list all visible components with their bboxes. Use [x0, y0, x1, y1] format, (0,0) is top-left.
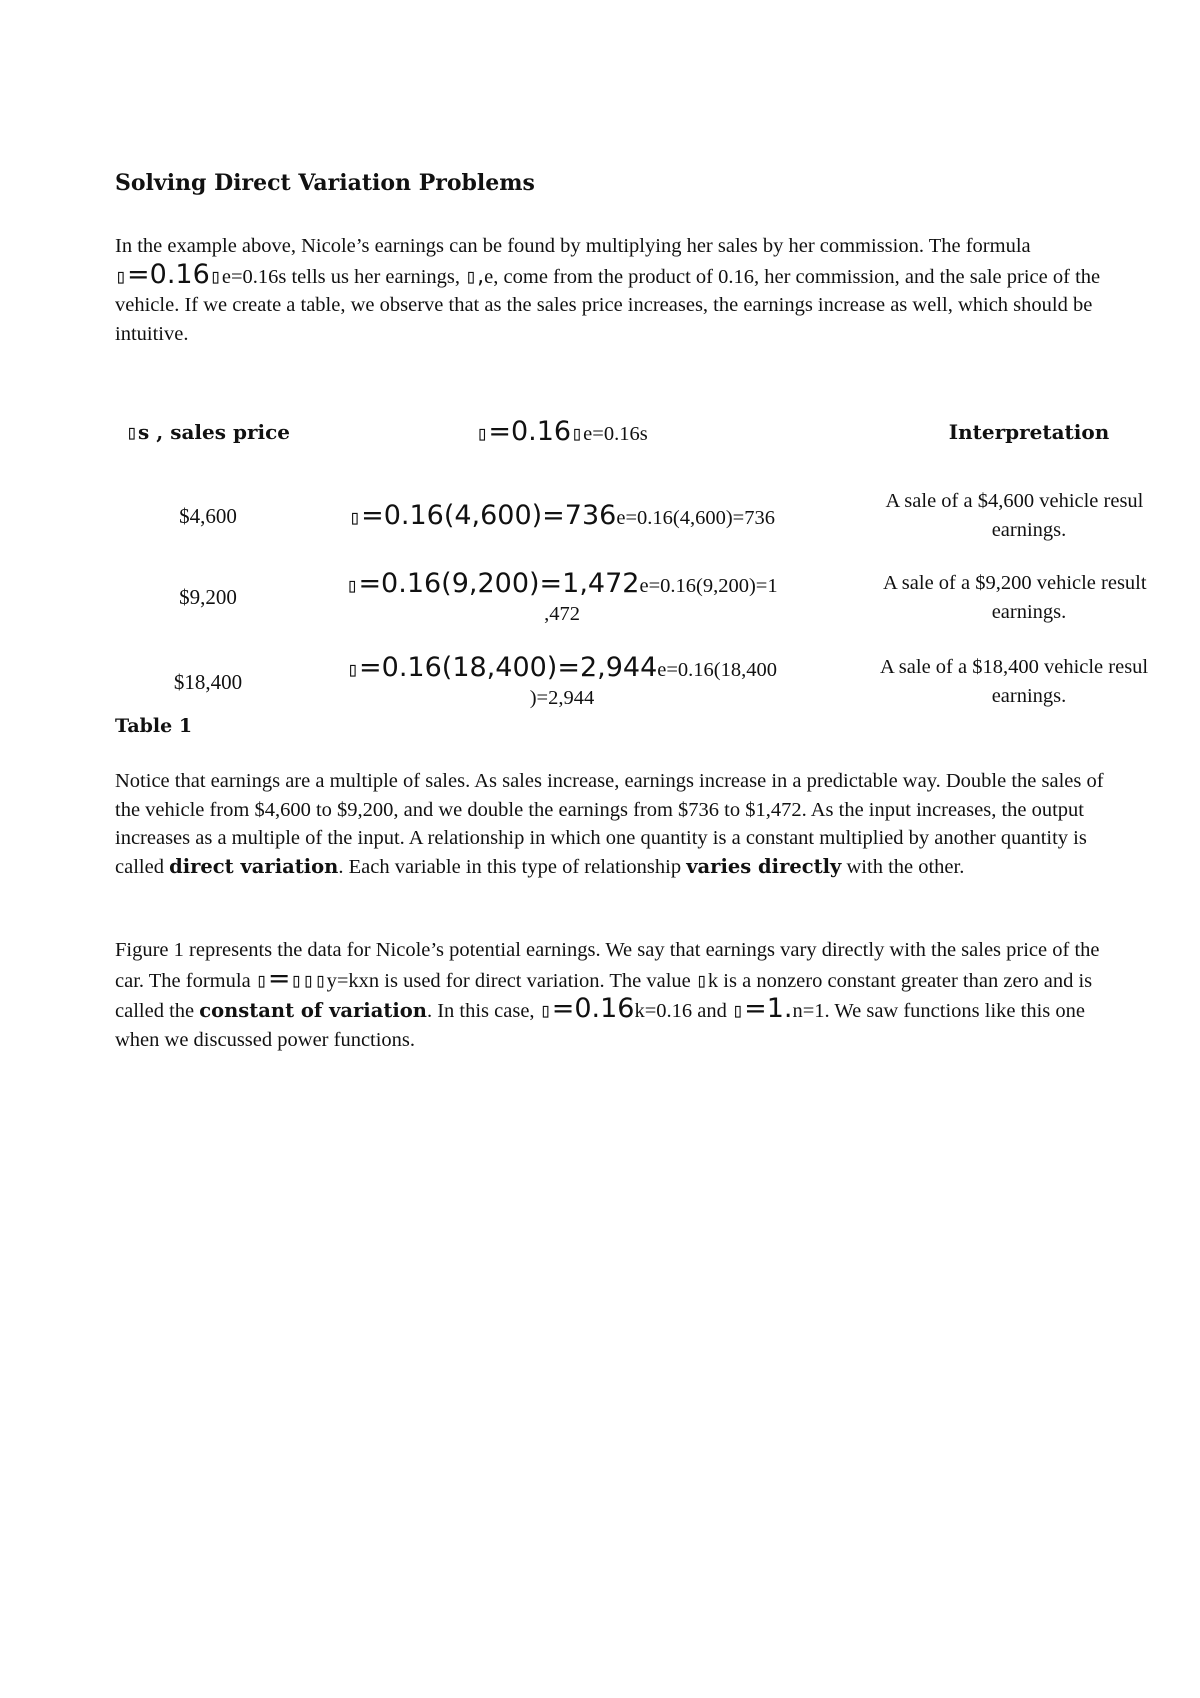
missing-glyph-box: ▯	[695, 967, 708, 992]
interpretation-text: A sale of a $18,400 vehicle resul earnings.	[880, 656, 1149, 707]
interpretation-text: A sale of a $4,600 vehicle resul earnings.	[885, 490, 1144, 541]
missing-glyph-box: ▯	[255, 967, 268, 992]
table-row	[115, 639, 1200, 725]
sales-value: $18,400	[173, 669, 243, 694]
table-header-row	[115, 388, 1200, 476]
missing-glyph-box: ▯	[465, 263, 478, 288]
missing-glyph-box: ▯	[476, 421, 489, 445]
missing-glyph-box: ▯	[539, 998, 552, 1022]
missing-glyph-box: ▯	[732, 998, 745, 1022]
missing-glyph-box: ▯	[347, 657, 360, 681]
table-row	[115, 556, 1200, 639]
term-varies-directly: varies directly	[686, 854, 842, 878]
intro-formula-source: e=0.16s	[221, 265, 287, 288]
direct-variation-paragraph: Notice that earnings are a multiple of sales. As sales increase, earnings increase in a predictable way. Double the sales of the vehicle from $4,600 to $9,200, and we double the earnings from $736 to $1,472. As the input increases, the output increases as a multiple of the input. A relationship in which one quantity is a constant multiplied by another quantity is called direct variation. Each variable in this type of relationship varies directly with the other.	[115, 770, 1104, 878]
earnings-formula: ▯=0.16(18,400)=2,944e=0.16(18,400 )=2,944	[347, 652, 777, 709]
missing-glyph-box: ▯	[314, 967, 327, 992]
intro-formula-rendered: =0.16	[127, 258, 210, 290]
earnings-formula: ▯=0.16(9,200)=1,472e=0.16(9,200)=1 ,472	[346, 567, 778, 625]
intro-paragraph	[115, 232, 1115, 348]
missing-glyph-box: ▯	[346, 572, 359, 597]
earnings-formula: ▯=0.16(4,600)=736e=0.16(4,600)=736	[349, 500, 775, 531]
header-sales-price: ▯s , sales price	[126, 419, 290, 444]
missing-glyph-box: ▯	[126, 419, 139, 444]
sales-value: $4,600	[179, 503, 237, 528]
table-caption: Table 1	[115, 715, 193, 737]
earnings-table	[115, 388, 1200, 725]
header-interpretation: Interpretation	[948, 420, 1110, 444]
missing-glyph-box: ▯	[302, 967, 315, 992]
intro-text-1: In the example above, Nicole’s earnings can be found by multiplying her sales by her commission. The formula	[115, 235, 1031, 257]
intro-text-2: tells us her earnings,	[286, 265, 466, 288]
header-formula: ▯=0.16▯e=0.16s	[476, 416, 648, 447]
interpretation-text: A sale of a $9,200 vehicle result earnings.	[883, 571, 1147, 623]
intro-text-3: e, come from the product of 0.16, her commission, and the sale price of the vehicle. If we create a table, we observe that as the sales price increases, the earnings increase as well, which should be intuitive.	[115, 265, 1101, 345]
sales-value: $9,200	[179, 585, 237, 609]
term-constant-of-variation: constant of variation	[199, 999, 427, 1022]
missing-glyph-box: ▯	[571, 421, 584, 445]
term-direct-variation: direct variation	[169, 854, 339, 878]
intro-variable-rendered: ,	[477, 263, 485, 289]
figure-paragraph: Figure 1 represents the data for Nicole’s potential earnings. We say that earnings vary directly with the sales price of the car. The formula ▯=▯▯▯y=kxn is used for direct variation. The value ▯k is a nonzero constant greater than zero and is called the constant of variation. In this case, ▯=0.16k=0.16 and ▯=1.n=1. We saw functions like this one when we discussed power functions.	[115, 939, 1100, 1051]
missing-glyph-box: ▯	[349, 505, 362, 529]
missing-glyph-box: ▯	[115, 263, 128, 288]
missing-glyph-box: ▯	[209, 263, 222, 288]
missing-glyph-box: ▯	[290, 967, 303, 992]
section-heading: Solving Direct Variation Problems	[115, 170, 535, 196]
table-row	[115, 476, 1200, 556]
